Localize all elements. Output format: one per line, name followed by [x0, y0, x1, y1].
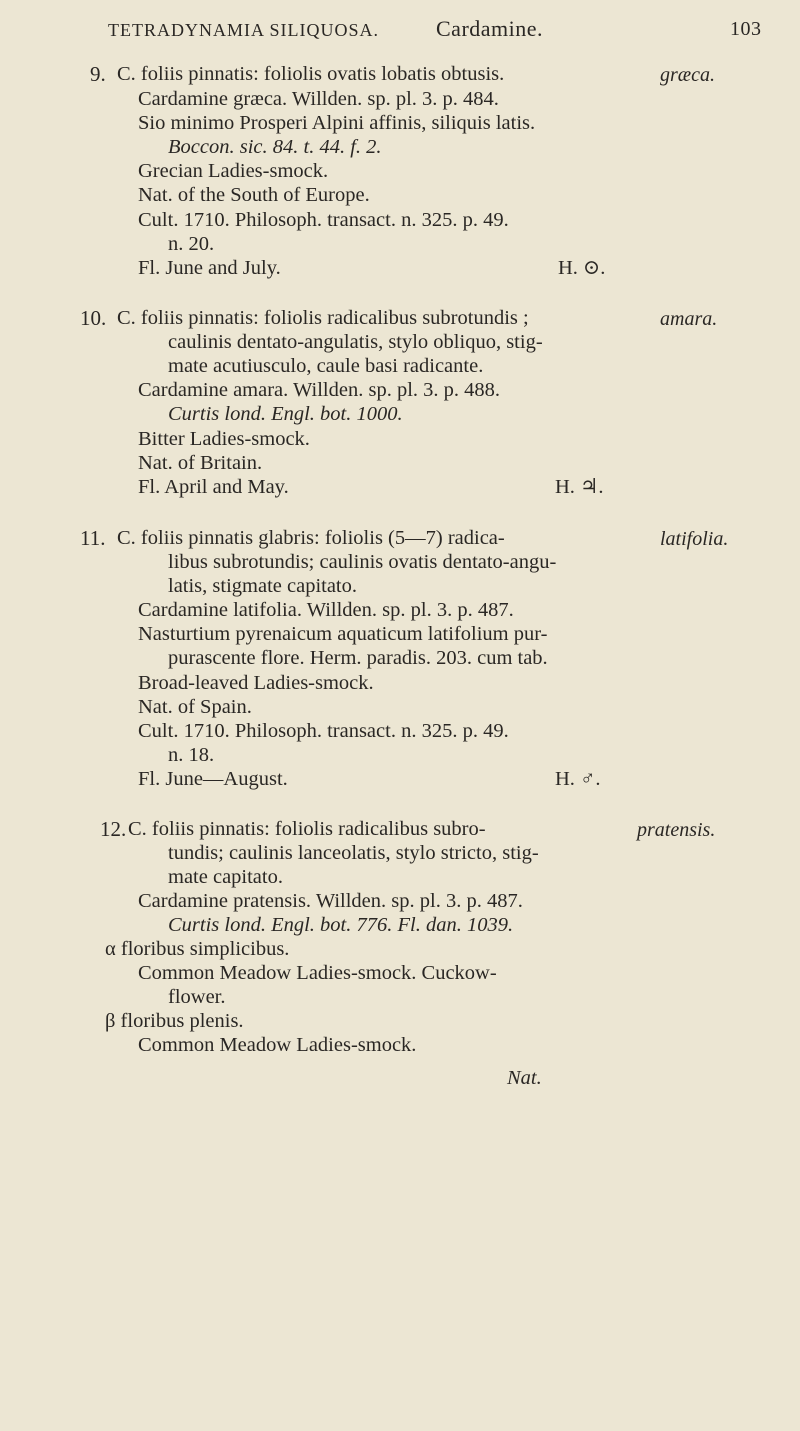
- entry-line: Fl. June—August.: [138, 768, 288, 790]
- entry-number: 10.: [80, 306, 107, 330]
- entry-line: H. ⊙.: [558, 257, 606, 279]
- entry-line: H. ♃.: [555, 476, 604, 498]
- entry-line: Common Meadow Ladies-smock.: [138, 1034, 417, 1056]
- entry-line: Cult. 1710. Philosoph. transact. n. 325. p. 49.: [138, 209, 509, 231]
- entry-line: C. foliis pinnatis glabris: foliolis (5—7) radica-: [117, 527, 505, 549]
- entry-line: flower.: [168, 986, 226, 1008]
- species-epithet: latifolia.: [660, 528, 729, 550]
- entry-line: H. ♂.: [555, 768, 601, 790]
- entry-line: libus subrotundis; caulinis ovatis dentato-angu-: [168, 551, 557, 573]
- entry-number: 11.: [80, 526, 106, 550]
- entry-line: Curtis lond. Engl. bot. 1000.: [168, 403, 403, 425]
- entry-line: C. foliis pinnatis: foliolis radicalibus subro-: [128, 818, 486, 840]
- entry-line: Nat. of Spain.: [138, 696, 252, 718]
- species-epithet: amara.: [660, 308, 718, 330]
- species-epithet: pratensis.: [637, 819, 716, 841]
- entry-line: Nat. of Britain.: [138, 452, 263, 474]
- entry-line: Boccon. sic. 84. t. 44. f. 2.: [168, 136, 382, 158]
- entry-line: Cardamine amara. Willden. sp. pl. 3. p. 488.: [138, 379, 501, 401]
- catchword: Nat.: [507, 1067, 542, 1089]
- entry-line: Fl. June and July.: [138, 257, 281, 279]
- entry-line: mate capitato.: [168, 866, 283, 888]
- entry-line: Nat. of the South of Europe.: [138, 184, 370, 206]
- entry-line: Fl. April and May.: [138, 476, 289, 498]
- species-epithet: græca.: [660, 64, 715, 86]
- entry-line: C. foliis pinnatis: foliolis radicalibus subrotundis ;: [117, 307, 529, 329]
- entry-line: Cardamine latifolia. Willden. sp. pl. 3. p. 487.: [138, 599, 514, 621]
- running-genus: Cardamine.: [436, 16, 544, 41]
- entry-line: Cult. 1710. Philosoph. transact. n. 325. p. 49.: [138, 720, 509, 742]
- entry-line: Cardamine græca. Willden. sp. pl. 3. p. 484.: [138, 88, 499, 110]
- entry-line: Grecian Ladies-smock.: [138, 160, 329, 182]
- entry-line: caulinis dentato-angulatis, stylo obliquo, stig-: [168, 331, 543, 353]
- entry-line: β floribus plenis.: [105, 1010, 244, 1032]
- entry-line: C. foliis pinnatis: foliolis ovatis lobatis obtusis.: [117, 63, 505, 85]
- entry-line: purascente flore. Herm. paradis. 203. cum tab.: [168, 647, 548, 669]
- entry-line: latis, stigmate capitato.: [168, 575, 358, 597]
- running-header: [108, 12, 768, 42]
- entry-line: Common Meadow Ladies-smock. Cuckow-: [138, 962, 497, 984]
- entry-line: Sio minimo Prosperi Alpini affinis, siliquis latis.: [138, 112, 536, 134]
- entry-line: Cardamine pratensis. Willden. sp. pl. 3. p. 487.: [138, 890, 523, 912]
- entry-line: Broad-leaved Ladies-smock.: [138, 672, 374, 694]
- entry-line: Nasturtium pyrenaicum aquaticum latifolium pur-: [138, 623, 548, 645]
- entry-line: α floribus simplicibus.: [105, 938, 290, 960]
- entry-line: mate acutiusculo, caule basi radicante.: [168, 355, 484, 377]
- entry-number: 12.: [100, 817, 127, 841]
- entry-line: Bitter Ladies-smock.: [138, 428, 310, 450]
- entry-line: n. 18.: [168, 744, 215, 766]
- entry-line: tundis; caulinis lanceolatis, stylo stricto, stig-: [168, 842, 539, 864]
- entry-line: Curtis lond. Engl. bot. 776. Fl. dan. 1039.: [168, 914, 514, 936]
- running-title: TETRADYNAMIA SILIQUOSA.: [108, 20, 379, 40]
- entry-number: 9.: [90, 62, 106, 86]
- entry-line: n. 20.: [168, 233, 215, 255]
- page-number: 103: [730, 18, 762, 40]
